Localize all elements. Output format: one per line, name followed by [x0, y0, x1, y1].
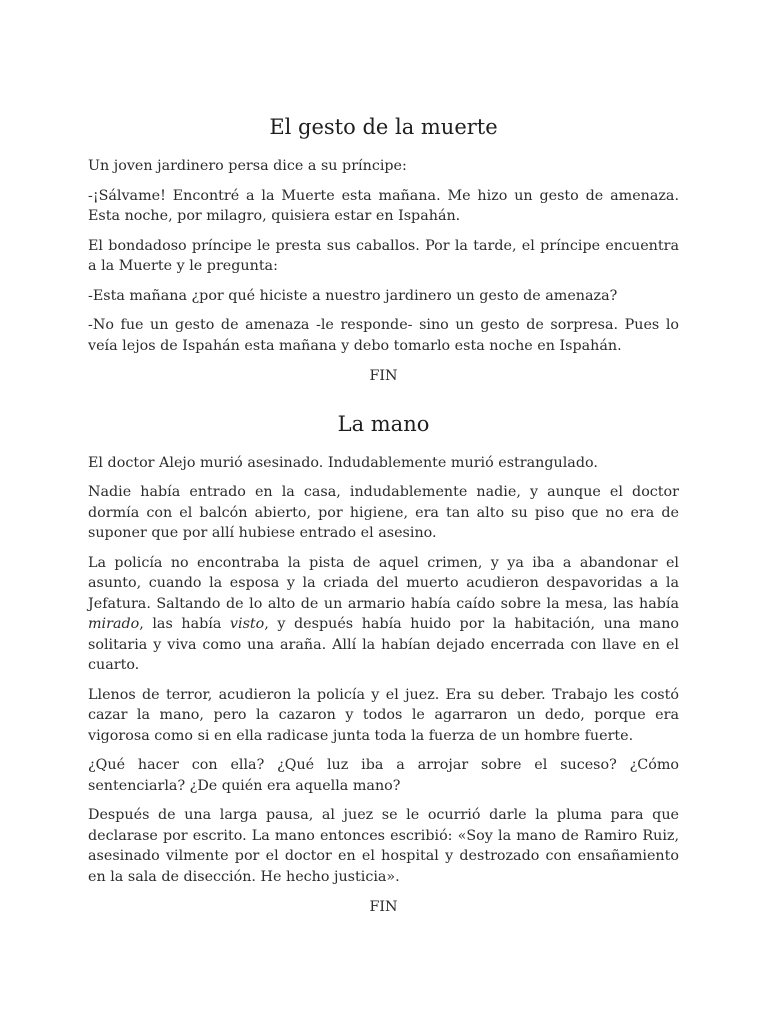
story-paragraph: El bondadoso príncipe le presta sus caballos. Por la tarde, el príncipe encuentra a la Muerte y le pregunta:: [88, 237, 679, 274]
story-paragraph: Un joven jardinero persa dice a su príncipe:: [88, 158, 407, 174]
story-paragraph: Después de una larga pausa, al juez se le ocurrió darle la pluma para que declarase por escrito. La mano entonces escribió: «Soy la mano de Ramiro Ruiz, asesinado vilmente por el doctor en el hospital y destrozado con ensañamiento en la sala de disección. He hecho justicia».: [88, 807, 679, 885]
story-end-marker: FIN: [369, 368, 398, 384]
story-title: La mano: [337, 411, 430, 436]
story-paragraph: Llenos de terror, acudieron la policía y el juez. Era su deber. Trabajo les costó cazar la mano, pero la cazaron y todos le agarraron un dedo, porque era vigorosa como si en ella radicase junta toda la fuerza de un hombre fuerte.: [88, 686, 679, 744]
story-paragraph: [88, 553, 679, 676]
emphasis-text: visto: [229, 616, 265, 632]
paragraph-text: La policía no encontraba la pista de aquel crimen, y ya iba a abandonar el asunto, cuando la esposa y la criada del muerto acudieron despavoridas a la Jefatura. Saltando de lo alto de un armario había caído sobre la mesa, las había: [88, 554, 679, 612]
document-page: [88, 112, 679, 918]
story-paragraph: -No fue un gesto de amenaza -le responde- sino un gesto de sorpresa. Pues lo veía lejos de Ispahán esta mañana y debo tomarlo esta noche en Ispahán.: [88, 317, 679, 354]
story-end-marker: FIN: [369, 899, 398, 915]
story-paragraph: -Esta mañana ¿por qué hiciste a nuestro jardinero un gesto de amenaza?: [88, 287, 618, 304]
paragraph-text: , las había: [139, 616, 230, 632]
story-paragraph: ¿Qué hacer con ella? ¿Qué luz iba a arrojar sobre el suceso? ¿Cómo sentenciarla? ¿De quién era aquella mano?: [88, 757, 679, 794]
story-paragraph: -¡Sálvame! Encontré a la Muerte esta mañana. Me hizo un gesto de amenaza. Esta noche, por milagro, quisiera estar en Ispahán.: [88, 187, 679, 224]
story-title: El gesto de la muerte: [269, 115, 498, 139]
emphasis-text: mirado: [88, 616, 140, 632]
story-paragraph: El doctor Alejo murió asesinado. Indudablemente murió estrangulado.: [88, 454, 598, 471]
paragraph-text: , y después había huido por la habitación, una mano solitaria y viva como una araña. Allí la habían dejado encerrada con llave en el cuarto.: [88, 616, 680, 673]
story-paragraph: Nadie había entrado en la casa, indudablemente nadie, y aunque el doctor dormía con el balcón abierto, por higiene, era tan alto su piso que no era de suponer que por allí hubiese entrado el asesino.: [88, 484, 679, 541]
